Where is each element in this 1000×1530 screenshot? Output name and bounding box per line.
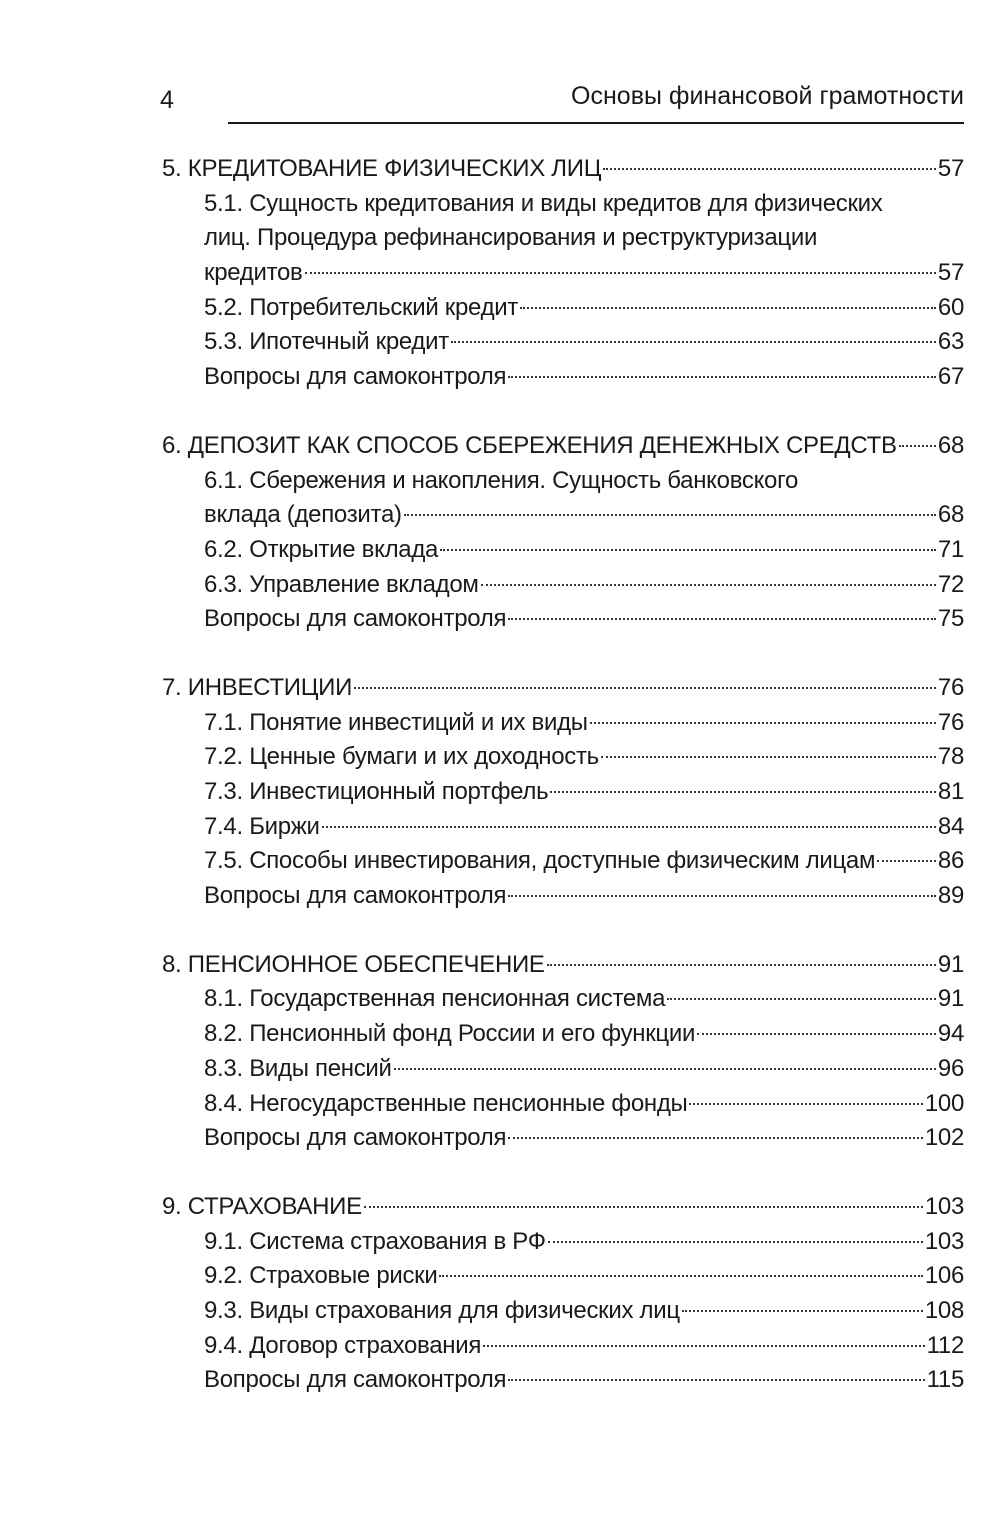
toc-entry[interactable] [162, 1087, 964, 1122]
toc-entry-text: лиц. Процедура рефинансирования и реструктуризации [204, 224, 818, 252]
toc-entry[interactable] [162, 1294, 964, 1329]
toc-entry-text: Вопросы для самоконтроля [204, 605, 507, 633]
dot-leader [354, 687, 936, 689]
dot-leader [590, 722, 936, 724]
toc-entry-text: 9.3. Виды страхования для физических лиц [204, 1296, 680, 1324]
toc-entry[interactable] [162, 1052, 964, 1087]
toc-entry-text: 7.3. Инвестиционный портфель [204, 778, 549, 805]
dot-leader [481, 584, 936, 586]
toc-entry-text: Вопросы для самоконтроля [204, 882, 507, 910]
toc-page-number: 78 [937, 743, 964, 771]
toc-entry[interactable] [162, 1329, 964, 1364]
toc-page-number: 86 [937, 847, 964, 875]
toc-chapter-title: 7. ИНВЕСТИЦИИ [162, 673, 353, 701]
toc-entry[interactable] [162, 810, 964, 845]
toc-chapter-title: 8. ПЕНСИОННОЕ ОБЕСПЕЧЕНИЕ [162, 950, 545, 978]
toc-entry[interactable] [162, 498, 964, 533]
toc-page-number: 76 [937, 673, 964, 701]
toc-entry[interactable] [162, 1259, 964, 1294]
toc-page-number: 76 [937, 708, 964, 736]
page-header [160, 78, 964, 122]
dot-leader [603, 168, 936, 170]
toc-page-number: 89 [937, 882, 964, 910]
dot-leader [547, 964, 936, 966]
toc-entry-text: 6.1. Сбережения и накопления. Сущность банковского [204, 466, 799, 494]
toc-entry[interactable] [162, 1017, 964, 1052]
toc-section-7 [162, 671, 964, 914]
dot-leader [697, 1033, 936, 1035]
toc-entry[interactable] [162, 740, 964, 775]
toc-section-9 [162, 1190, 964, 1398]
toc-entry-text: 5.2. Потребительский кредит [204, 293, 519, 321]
toc-entry-text: 7.4. Биржи [204, 812, 320, 840]
toc-entry-text: 8.1. Государственная пенсионная система [204, 985, 666, 1013]
dot-leader [520, 307, 936, 309]
toc-entry-text: Вопросы для самоконтроля [204, 1124, 507, 1152]
toc-page-number: 68 [937, 431, 964, 459]
toc-entry[interactable] [162, 775, 964, 810]
toc-page-number: 100 [924, 1089, 964, 1117]
toc-page-number: 103 [924, 1227, 964, 1255]
toc-entry-continued [162, 464, 964, 499]
toc-entry[interactable] [162, 844, 964, 879]
toc-entry-text: 8.2. Пенсионный фонд России и его функции [204, 1020, 696, 1048]
dot-leader [682, 1310, 923, 1312]
dot-leader [689, 1103, 922, 1105]
dot-leader [364, 1206, 923, 1208]
toc-page-number: 81 [937, 778, 964, 805]
toc-section-5 [162, 152, 964, 395]
toc-page-number: 112 [926, 1331, 964, 1359]
toc-page-number: 91 [937, 985, 964, 1013]
toc-page-number: 68 [937, 501, 964, 529]
toc-page-number: 108 [924, 1296, 964, 1324]
toc-entry-text: Вопросы для самоконтроля [204, 363, 507, 391]
page-number: 4 [160, 86, 174, 114]
dot-leader [508, 1137, 923, 1139]
toc-entry-text: 8.4. Негосударственные пенсионные фонды [204, 1089, 688, 1117]
dot-leader [899, 445, 936, 447]
toc-entry-text: 5.3. Ипотечный кредит [204, 328, 449, 356]
toc-entry[interactable] [162, 706, 964, 741]
toc-entry-text: 9.4. Договор страхования [204, 1331, 482, 1359]
toc-entry-text: 6.2. Открытие вклада [204, 535, 439, 563]
dot-leader [508, 895, 936, 897]
toc-entry-text: 9.2. Страховые риски [204, 1262, 438, 1290]
toc-chapter-title: 9. СТРАХОВАНИЕ [162, 1192, 362, 1220]
toc-page-number: 115 [926, 1366, 964, 1394]
toc-entry-text: 8.3. Виды пенсий [204, 1054, 392, 1082]
dot-leader [322, 826, 936, 828]
dot-leader [508, 1379, 924, 1381]
dot-leader [508, 376, 936, 378]
dot-leader [550, 791, 936, 793]
toc-chapter-title: 6. ДЕПОЗИТ КАК СПОСОБ СБЕРЕЖЕНИЯ ДЕНЕЖНЫХ СРЕДСТВ [162, 431, 897, 459]
toc-chapter[interactable] [162, 948, 964, 983]
toc-page-number: 102 [924, 1124, 964, 1152]
toc-page-number: 103 [924, 1192, 964, 1220]
toc-entry-text: 7.2. Ценные бумаги и их доходность [204, 743, 599, 771]
toc-page-number: 57 [937, 259, 964, 287]
header-rule [228, 122, 964, 124]
dot-leader [394, 1068, 936, 1070]
toc-page-number: 96 [937, 1054, 964, 1082]
toc-entry-continued [162, 221, 964, 256]
toc-page-number: 91 [937, 950, 964, 978]
dot-leader [439, 1275, 922, 1277]
toc-entry[interactable] [162, 879, 964, 914]
dot-leader [404, 514, 936, 516]
toc-entry[interactable] [162, 602, 964, 637]
toc-chapter[interactable] [162, 429, 964, 464]
toc-entry-continued [162, 187, 964, 222]
toc-section-8 [162, 948, 964, 1156]
toc-page-number: 63 [937, 328, 964, 356]
toc-page-number: 71 [937, 535, 964, 563]
toc-entry-text: кредитов [204, 259, 303, 287]
toc-entry[interactable] [162, 568, 964, 603]
toc-entry-text: Вопросы для самоконтроля [204, 1366, 507, 1394]
dot-leader [451, 341, 936, 343]
toc-entry-text: 7.1. Понятие инвестиций и их виды [204, 708, 588, 736]
dot-leader [601, 756, 936, 758]
toc-chapter-title: 5. КРЕДИТОВАНИЕ ФИЗИЧЕСКИХ ЛИЦ [162, 155, 602, 182]
toc-entry-text: 9.1. Система страхования в РФ [204, 1227, 546, 1255]
toc-page-number: 75 [937, 605, 964, 633]
toc-entry[interactable] [162, 1363, 964, 1398]
toc-entry[interactable] [162, 1121, 964, 1156]
toc-section-6 [162, 429, 964, 637]
toc-entry-text: 7.5. Способы инвестирования, доступные физическим лицам [204, 847, 876, 875]
toc-entry[interactable] [162, 1225, 964, 1260]
toc-chapter[interactable] [162, 152, 964, 187]
toc-entry[interactable] [162, 291, 964, 326]
toc-entry-text: 6.3. Управление вкладом [204, 570, 479, 598]
toc-entry[interactable] [162, 256, 964, 291]
toc-page-number: 94 [937, 1020, 964, 1048]
dot-leader [548, 1241, 923, 1243]
toc-page-number: 84 [937, 812, 964, 840]
table-of-contents [162, 152, 964, 1432]
toc-entry[interactable] [162, 325, 964, 360]
dot-leader [508, 618, 936, 620]
toc-entry[interactable] [162, 533, 964, 568]
toc-page-number: 67 [937, 363, 964, 391]
toc-page-number: 60 [937, 293, 964, 321]
toc-page-number: 72 [937, 570, 964, 598]
toc-entry[interactable] [162, 360, 964, 395]
running-title: Основы финансовой грамотности [571, 82, 964, 110]
dot-leader [877, 860, 936, 862]
dot-leader [483, 1345, 925, 1347]
toc-entry-text: вклада (депозита) [204, 501, 402, 529]
toc-entry-text: 5.1. Сущность кредитования и виды кредитов для физических [204, 189, 883, 217]
toc-chapter[interactable] [162, 671, 964, 706]
dot-leader [667, 998, 936, 1000]
toc-page-number: 57 [937, 155, 964, 182]
toc-entry[interactable] [162, 982, 964, 1017]
toc-page-number: 106 [924, 1262, 964, 1290]
toc-chapter[interactable] [162, 1190, 964, 1225]
dot-leader [440, 549, 936, 551]
dot-leader [305, 272, 936, 274]
